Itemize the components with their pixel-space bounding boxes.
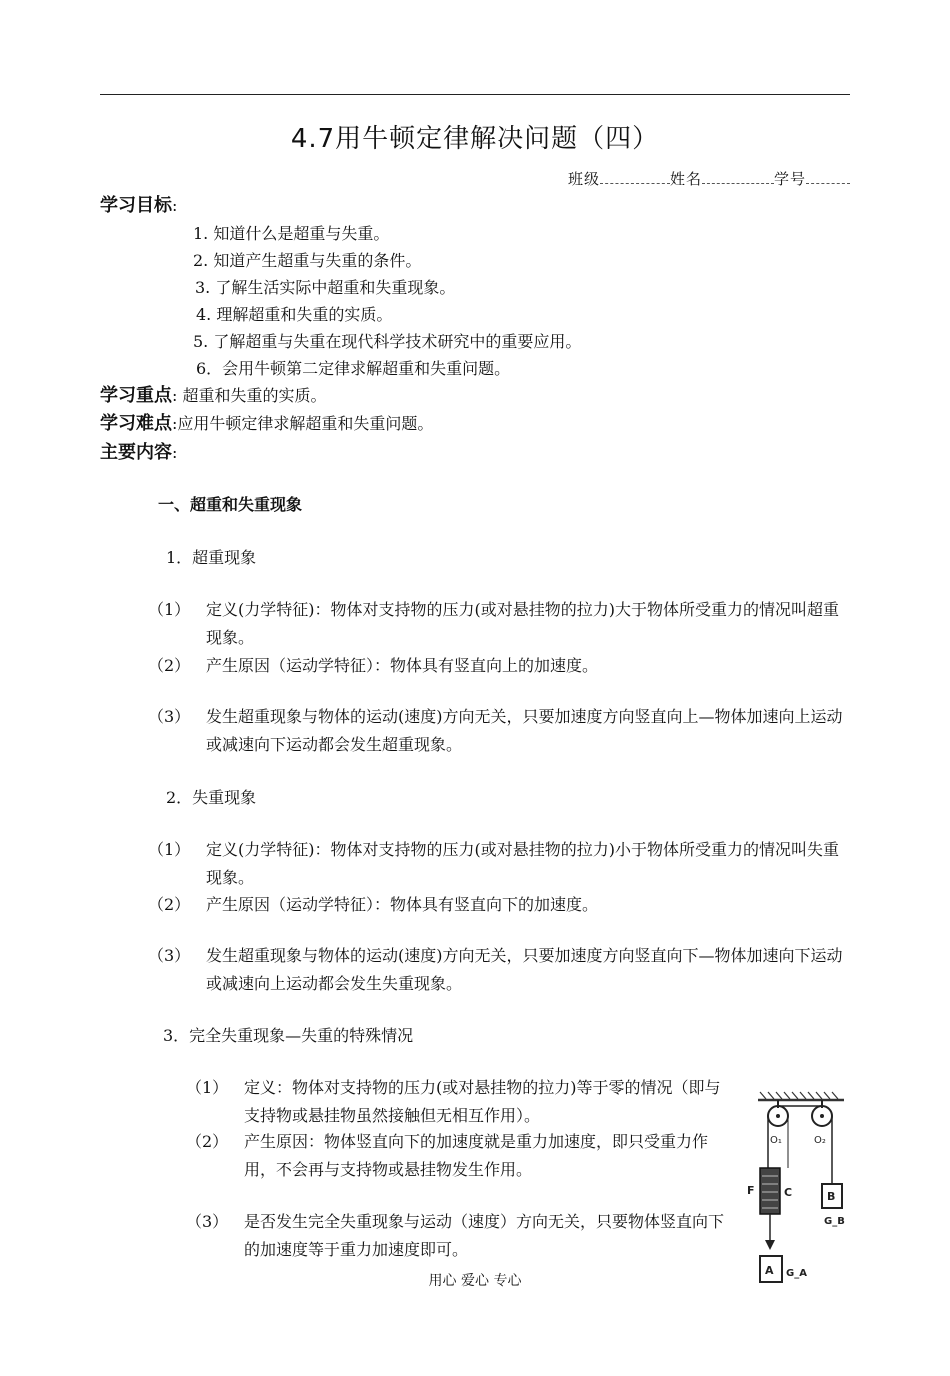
list-item: 定义：物体对支持物的压力(或对悬挂物的拉力)等于零的情况（即与支持物或悬挂物虽然接触但无相互作用）。 [244, 1078, 721, 1125]
difficulty [100, 414, 433, 434]
list-item: 定义(力学特征)：物体对支持物的压力(或对悬挂物的拉力)大于物体所受重力的情况叫超重现象。 [206, 600, 839, 647]
label-c: C [784, 1186, 793, 1199]
goal-item: 1. 知道什么是超重与失重。 [193, 224, 390, 243]
label-gb: G_B [824, 1216, 845, 1227]
goal-item: 5. 了解超重与失重在现代科学技术研究中的重要应用。 [193, 332, 582, 351]
item-number: （3） [186, 1212, 229, 1231]
arrow-down [765, 1240, 775, 1250]
item-number: （2） [148, 656, 191, 675]
item-number: （1） [186, 1078, 229, 1097]
list-item: 产生原因（运动学特征）：物体具有竖直向上的加速度。 [206, 656, 599, 675]
item-number: （3） [148, 707, 191, 726]
key-point [100, 386, 326, 406]
section-heading: 一、超重和失重现象 [158, 495, 303, 514]
class-blank[interactable] [600, 169, 670, 184]
id-label: 学号 [773, 170, 806, 188]
name-label: 姓名 [669, 170, 702, 188]
item-number: （1） [148, 600, 191, 619]
difficulty-text: :应用牛顿定律求解超重和失重问题。 [172, 414, 434, 433]
item-number: （2） [148, 895, 191, 914]
list-item: 定义(力学特征)：物体对支持物的压力(或对悬挂物的拉力)小于物体所受重力的情况叫失重现象。 [206, 840, 839, 887]
name-blank[interactable] [702, 169, 774, 184]
pulley-figure [740, 1088, 852, 1294]
id-blank[interactable] [806, 169, 850, 184]
key-point-text: : 超重和失重的实质。 [172, 386, 327, 405]
label-b: B [827, 1190, 836, 1203]
goals-colon: : [172, 196, 178, 215]
main-content-heading [100, 443, 177, 463]
goals-heading [100, 196, 177, 216]
label-f: F [747, 1184, 755, 1197]
goal-item: 6．会用牛顿第二定律求解超重和失重问题。 [196, 359, 511, 378]
page-title: 4.7用牛顿定律解决问题（四） [290, 124, 660, 154]
student-info-line [568, 168, 850, 189]
goals-label: 学习目标 [100, 195, 172, 216]
goal-item: 2. 知道产生超重与失重的条件。 [193, 251, 422, 270]
label-ga: G_A [786, 1268, 807, 1279]
class-label: 班级 [567, 170, 600, 188]
list-item: 是否发生完全失重现象与运动（速度）方向无关，只要物体竖直向下的加速度等于重力加速度即可。 [244, 1212, 725, 1259]
list-item: 产生原因（运动学特征）：物体具有竖直向下的加速度。 [206, 895, 599, 914]
goal-item: 4. 理解超重和失重的实质。 [196, 305, 393, 324]
item-number: （1） [148, 840, 191, 859]
difficulty-label: 学习难点 [100, 413, 172, 434]
electromagnet-c [760, 1168, 780, 1214]
list-item: 发生超重现象与物体的运动(速度)方向无关，只要加速度方向竖直向上—物体加速向上运动或减速向下运动都会发生超重现象。 [206, 707, 843, 754]
label-o2: O₂ [814, 1135, 826, 1146]
main-content-colon: : [172, 443, 178, 462]
label-o1: O₁ [770, 1135, 782, 1146]
subsection-heading: 1．超重现象 [166, 548, 257, 567]
key-point-label: 学习重点 [100, 385, 172, 406]
subsection-heading: 2．失重现象 [166, 788, 257, 807]
item-number: （3） [148, 946, 191, 965]
list-item: 发生超重现象与物体的运动(速度)方向无关，只要加速度方向竖直向下—物体加速向下运动或减速向上运动都会发生失重现象。 [206, 946, 843, 993]
page-footer: 用心 爱心 专心 [428, 1273, 522, 1289]
goal-item: 3. 了解生活实际中超重和失重现象。 [195, 278, 456, 297]
item-number: （2） [186, 1132, 229, 1151]
list-item: 产生原因：物体竖直向下的加速度就是重力加速度，即只受重力作用，不会再与支持物或悬挂物发生作用。 [244, 1132, 709, 1179]
header-rule [100, 94, 850, 95]
main-content-label: 主要内容 [100, 442, 172, 463]
subsection-heading: 3．完全失重现象—失重的特殊情况 [163, 1026, 414, 1045]
label-a: A [765, 1264, 774, 1277]
ceiling-hatch [758, 1092, 844, 1100]
